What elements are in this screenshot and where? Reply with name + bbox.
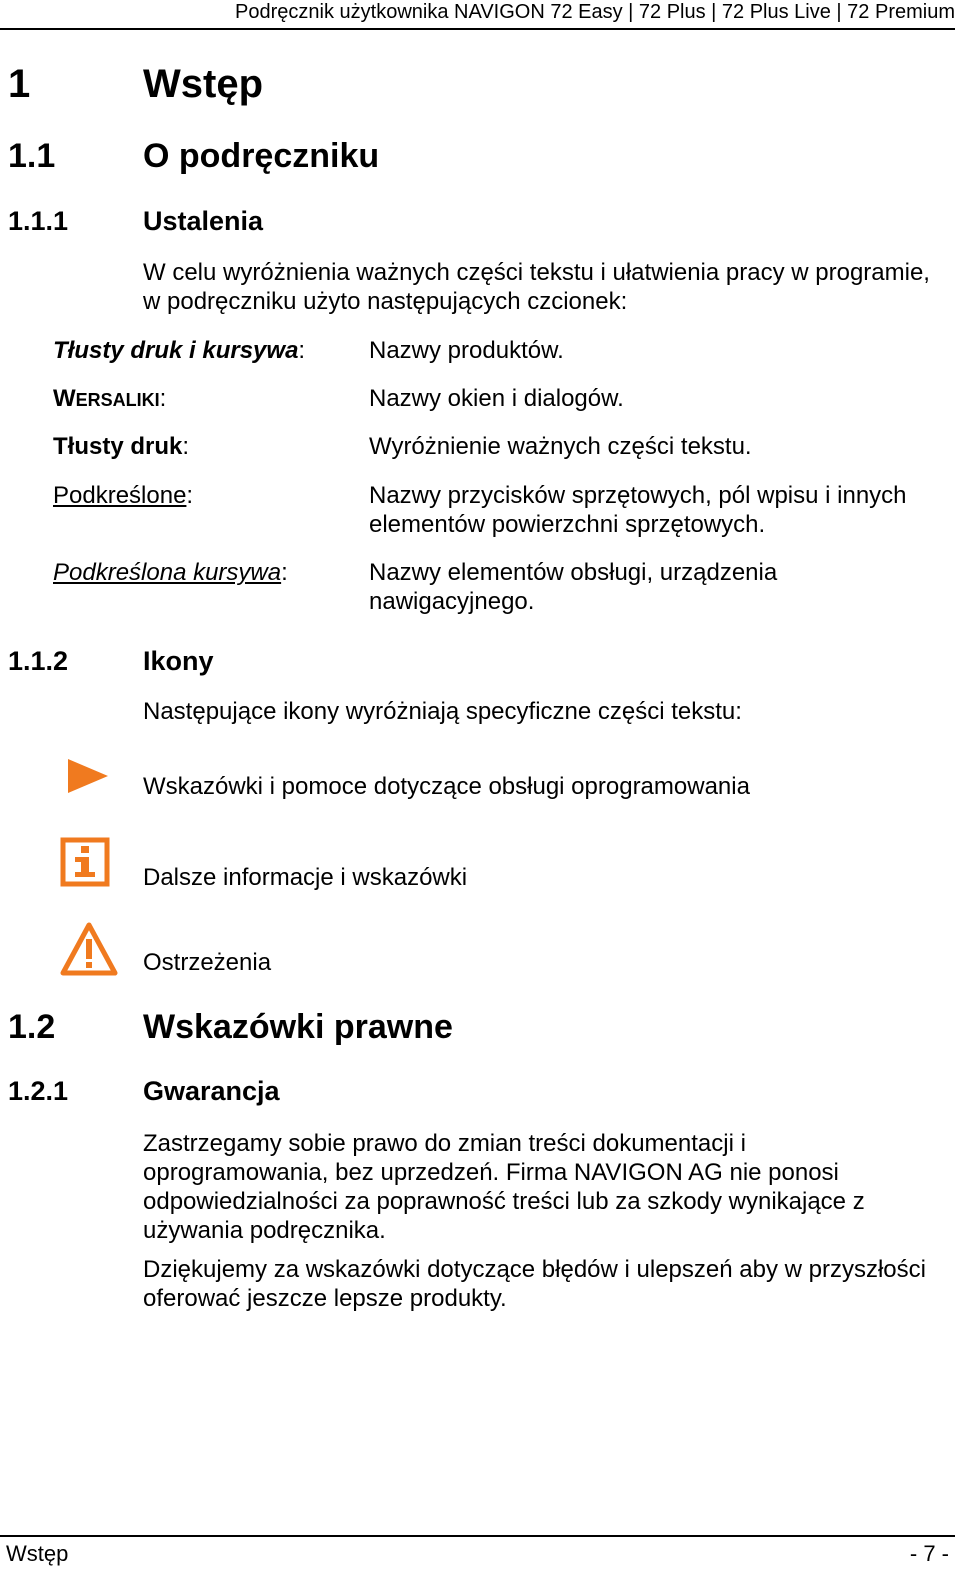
icons-intro: Następujące ikony wyróżniają specyficzne części tekstu: bbox=[143, 698, 742, 725]
convention-desc: Wyróżnienie ważnych części tekstu. bbox=[369, 433, 752, 460]
chapter-title: Wstęp bbox=[143, 62, 263, 106]
subsection-number: 1.1.2 bbox=[8, 646, 69, 676]
section-title: Wskazówki prawne bbox=[143, 1008, 453, 1046]
warning-icon bbox=[60, 922, 118, 976]
icon-label-tips: Wskazówki i pomoce dotyczące obsługi oprogramowania bbox=[143, 773, 750, 800]
subsection-number: 1.1.1 bbox=[8, 206, 69, 236]
icon-label-warnings: Ostrzeżenia bbox=[143, 949, 272, 976]
subsection-title: Gwarancja bbox=[143, 1076, 280, 1106]
conventions-intro: W celu wyróżnienia ważnych części tekstu i ułatwienia pracy w programie, w podręczniku użyto następujących czcionek: bbox=[143, 259, 930, 315]
section-number: 1.2 bbox=[8, 1008, 56, 1046]
convention-desc: Nazwy elementów obsługi, urządzenia nawigacyjnego. bbox=[369, 559, 778, 615]
chapter-heading bbox=[0, 62, 960, 110]
subsection-title: Ustalenia bbox=[143, 206, 264, 236]
convention-desc: Nazwy produktów. bbox=[369, 337, 564, 364]
icon-label-info: Dalsze informacje i wskazówki bbox=[143, 864, 468, 891]
chapter-number: 1 bbox=[8, 62, 31, 106]
section-number: 1.1 bbox=[8, 137, 56, 175]
subsection-title: Ikony bbox=[143, 646, 214, 676]
convention-term-small-caps: WERSALIKI: bbox=[53, 385, 167, 412]
page-footer bbox=[0, 1535, 955, 1566]
triangle-arrow-icon bbox=[66, 757, 110, 795]
footer-chapter: Wstęp bbox=[6, 1541, 69, 1566]
subsection-number: 1.2.1 bbox=[8, 1076, 69, 1106]
convention-term-underlined-italic: Podkreślona kursywa: bbox=[53, 559, 288, 586]
subsection-heading-1-1-1 bbox=[0, 206, 960, 240]
thanks-paragraph: Dziękujemy za wskazówki dotyczące błędów i ulepszeń aby w przyszłości oferować jeszcze lepsze produkty. bbox=[143, 1256, 926, 1312]
convention-term-bold: Tłusty druk: bbox=[53, 433, 190, 460]
convention-term-underlined: Podkreślone: bbox=[53, 482, 194, 509]
convention-desc: Nazwy przycisków sprzętowych, pól wpisu i innych elementów powierzchni sprzętowych. bbox=[369, 482, 907, 538]
subsection-heading-1-1-2 bbox=[0, 646, 960, 680]
section-heading-1-1 bbox=[0, 137, 960, 179]
header-text: Podręcznik użytkownika NAVIGON 72 Easy | 72 Plus | 72 Plus Live | 72 Premium bbox=[235, 1, 955, 23]
convention-desc: Nazwy okien i dialogów. bbox=[369, 385, 624, 412]
subsection-heading-1-2-1 bbox=[0, 1076, 960, 1110]
section-heading-1-2 bbox=[0, 1008, 960, 1050]
warranty-paragraph: Zastrzegamy sobie prawo do zmian treści dokumentacji i oprogramowania, bez uprzedzeń. Firma NAVIGON AG nie ponosi odpowiedzialności za poprawność treści lub za szkody wynikające z używania podręcznika. bbox=[143, 1130, 865, 1244]
page-header bbox=[0, 0, 955, 30]
page-number: - 7 - bbox=[909, 1541, 949, 1566]
info-icon bbox=[60, 837, 110, 887]
convention-term-bold-italic: Tłusty druk i kursywa: bbox=[53, 337, 306, 364]
section-title: O podręczniku bbox=[143, 137, 380, 175]
